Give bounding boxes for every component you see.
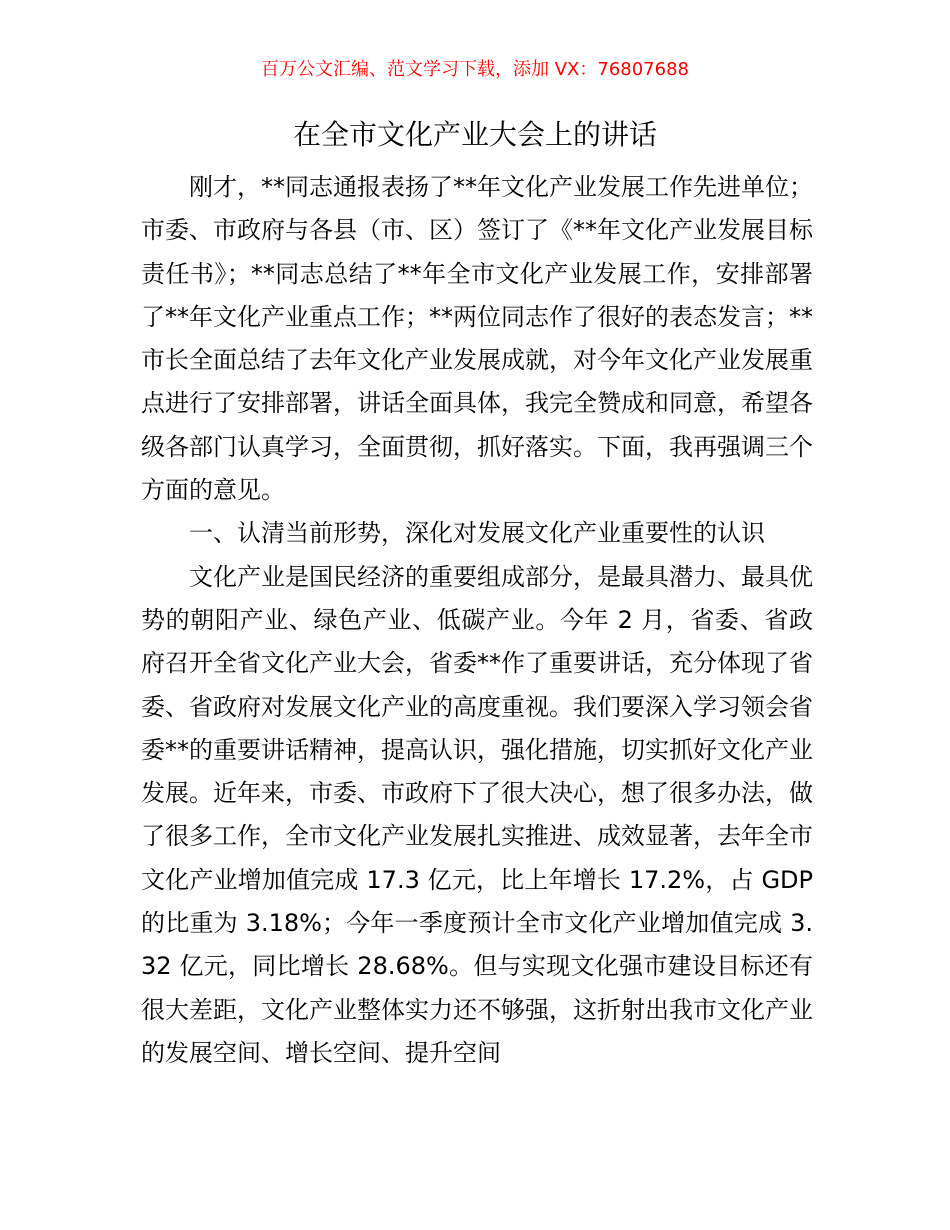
section-heading-1: 一、认清当前形势，深化对发展文化产业重要性的认识	[189, 519, 765, 548]
document-title: 在全市文化产业大会上的讲话	[292, 118, 657, 151]
document-body	[141, 166, 813, 1075]
header-banner: 百万公文汇编、范文学习下载，添加 VX：76807688	[261, 59, 689, 80]
paragraph-section-1: 文化产业是国民经济的重要组成部分，是最具潜力、最具优势的朝阳产业、绿色产业、低碳产业。今年 2 月，省委、省政府召开全省文化产业大会，省委**作了重要讲话，充分体现了省委、省政府对发展文化产业的高度重视。我们要深入学习领会省委**的重要讲话精神，提高认识，强化措施，切实抓好文化产业发展。近年来，市委、市政府下了很大决心，想了很多办法，做了很多工作，全市文化产业发展扎实推进、成效显著，去年全市文化产业增加值完成 17.3 亿元，比上年增长 17.2%，占 GDP 的比重为 3.18%；今年一季度预计全市文化产业增加值完成 3.32 亿元，同比增长 28.68%。但与实现文化强市建设目标还有很大差距，文化产业整体实力还不够强，这折射出我市文化产业的发展空间、增长空间、提升空间	[141, 562, 813, 1067]
paragraph-intro: 刚才，**同志通报表扬了**年文化产业发展工作先进单位；市委、市政府与各县（市、区）签订了《**年文化产业发展目标责任书》；**同志总结了**年全市文化产业发展工作，安排部署了**年文化产业重点工作；**两位同志作了很好的表态发言；**市长全面总结了去年文化产业发展成就，对今年文化产业发展重点进行了安排部署，讲话全面具体，我完全赞成和同意，希望各级各部门认真学习，全面贯彻，抓好落实。下面，我再强调三个方面的意见。	[141, 173, 813, 505]
